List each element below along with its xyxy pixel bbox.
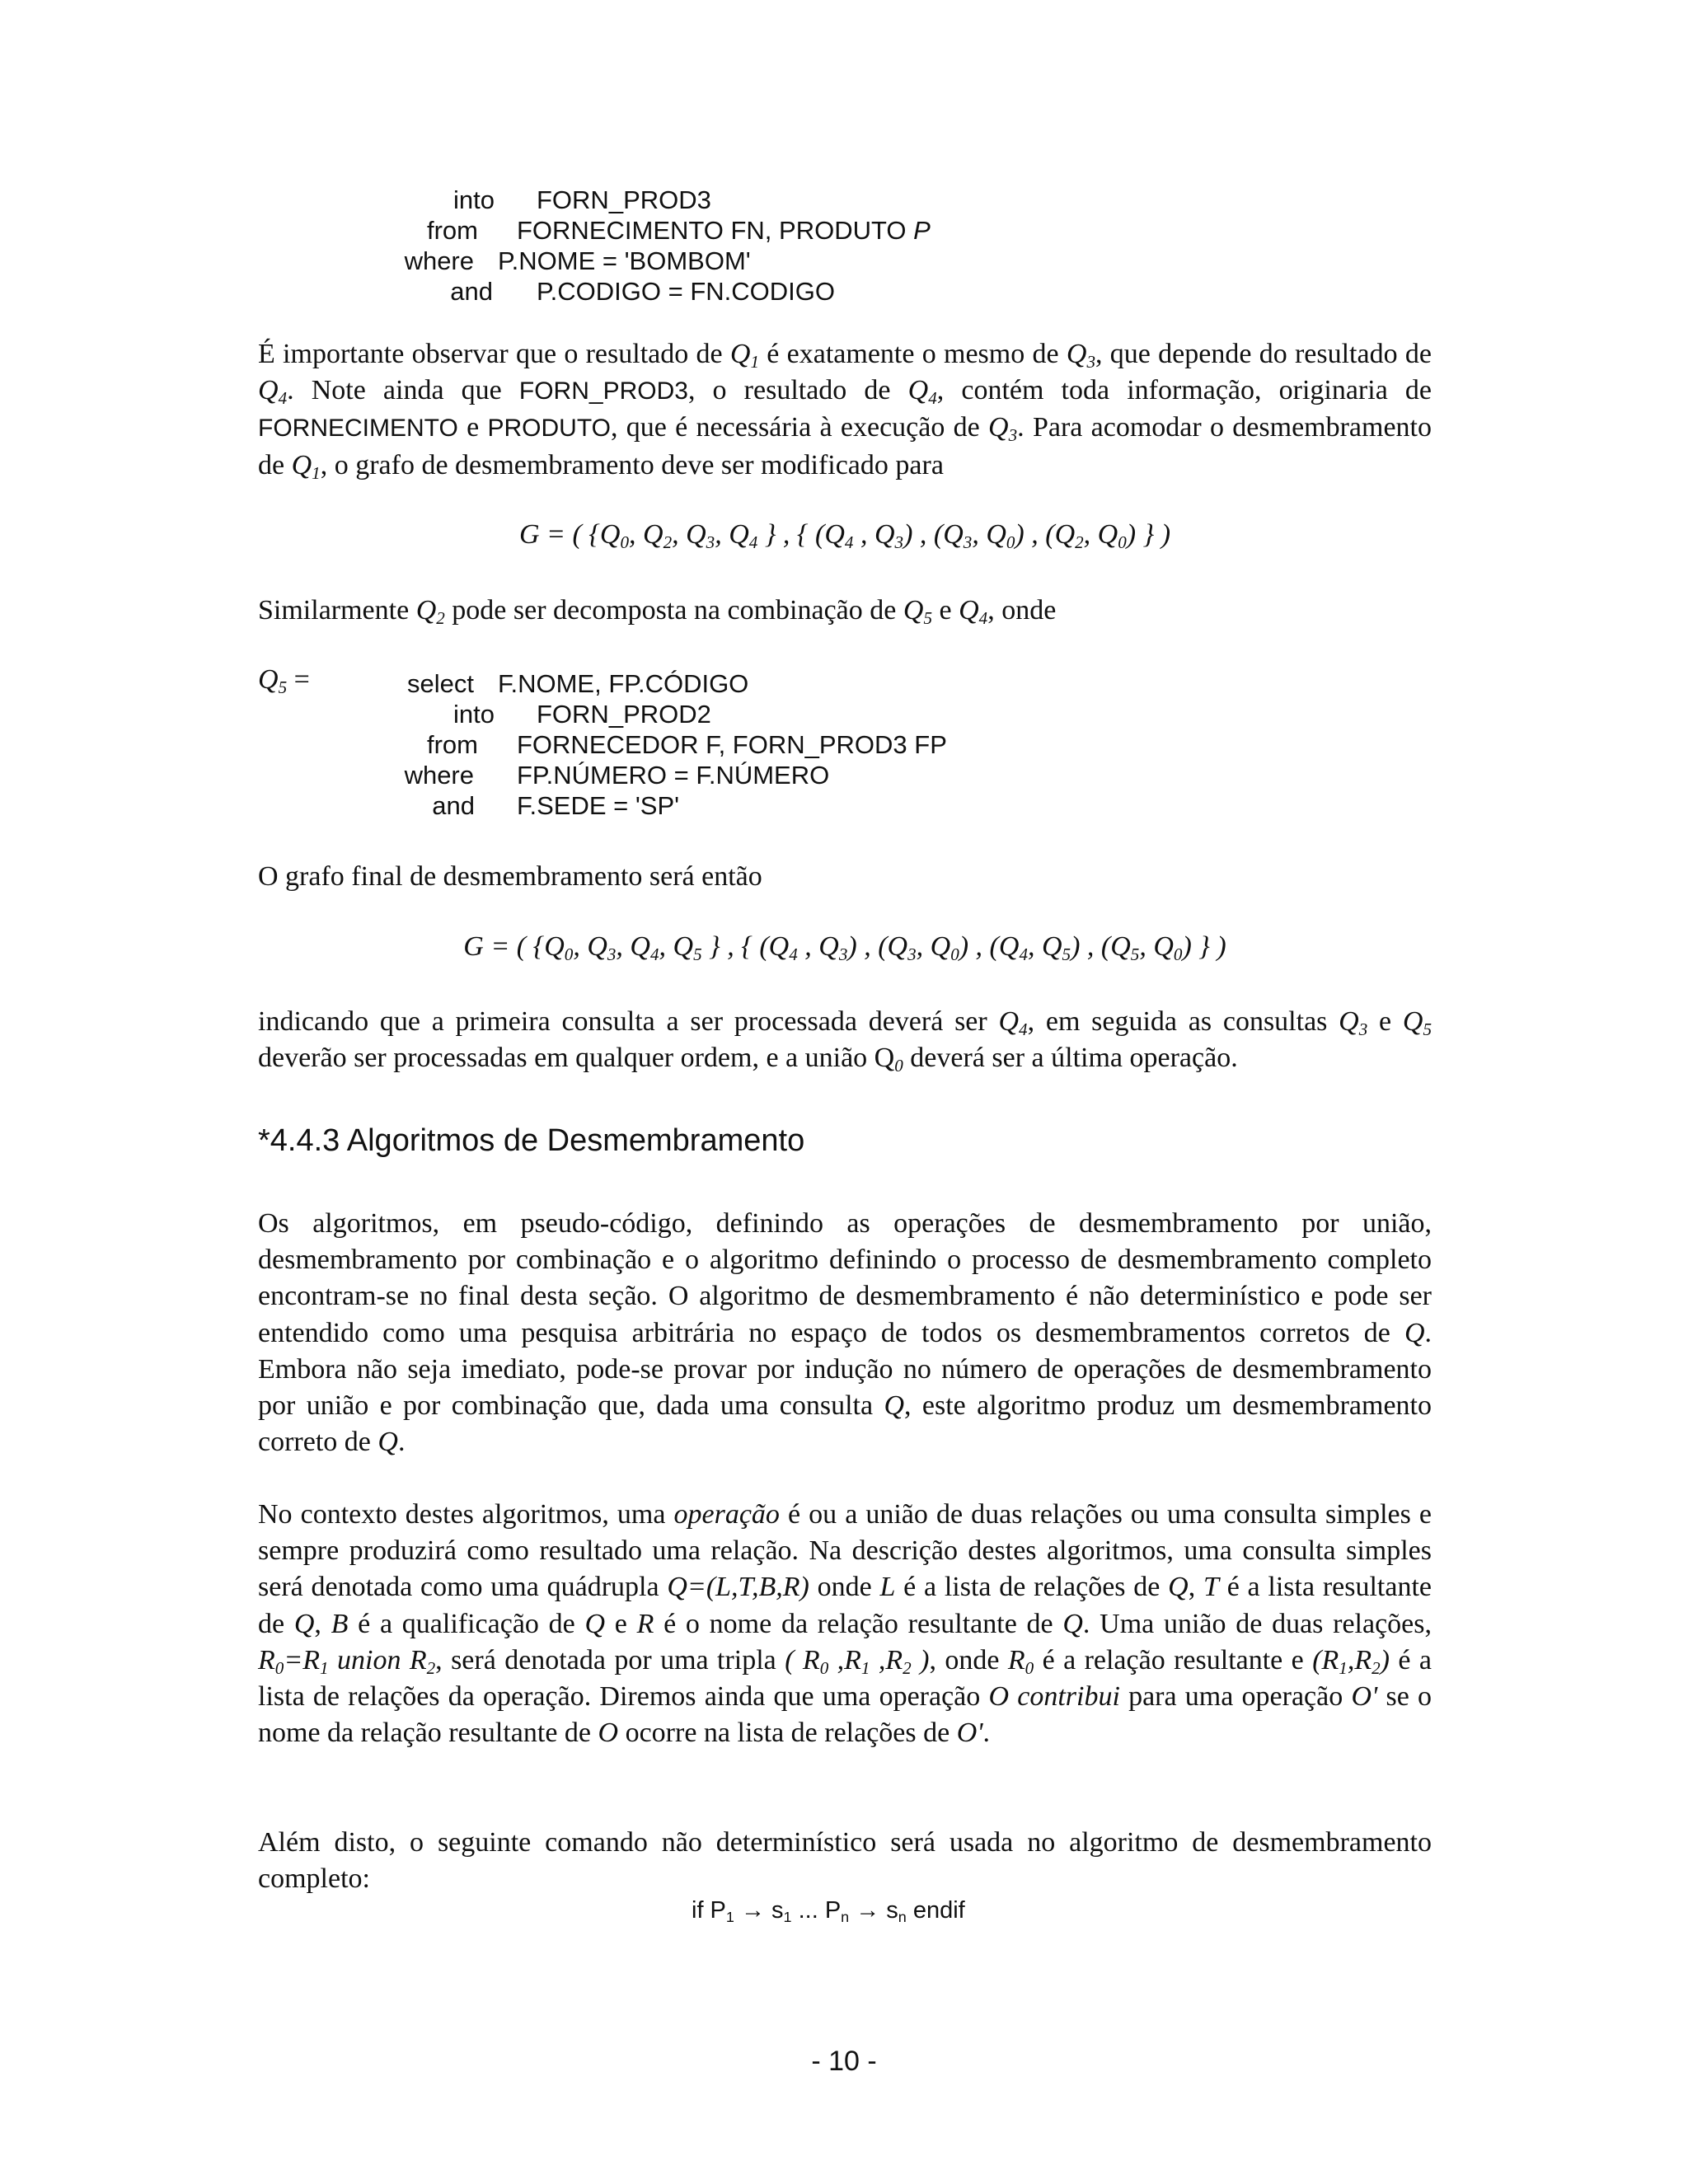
paragraph-2: Similarmente $Q_2$ pode ser decomposta na combinação de $Q_5$ e $Q_4$, onde (258, 595, 1057, 628)
sql-clause-where: FP.NÚMERO = F.NÚMERO (517, 761, 830, 790)
sql-clause-from: FORNECIMENTO FN, PRODUTO P (517, 216, 931, 245)
section-heading: *4.4.3 Algoritmos de Desmembramento (258, 1123, 805, 1158)
page-number: - 10 - (811, 2046, 877, 2077)
sql-keyword-where: where (404, 761, 474, 790)
sql-keyword-where: where (404, 246, 474, 275)
guarded-command: if $P_1 \to s_1$ ... $P_n \to s_n$ endif (692, 1897, 965, 1926)
sql-keyword-and: and (432, 791, 475, 820)
q5-label: $Q_5$ = (258, 664, 310, 697)
sql-keyword-select: select (407, 669, 474, 698)
sql-keyword-and: and (450, 277, 493, 306)
paragraph-3: O grafo final de desmembramento será então (258, 861, 762, 892)
sql-clause-from: FORNECEDOR F, FORN_PROD3 FP (517, 730, 947, 759)
paragraph-1: É importante observar que o resultado de $Q_1$ é exatamente o mesmo de $Q_3$, que depende do resultado de $Q_4$. Note ainda que FORN_PROD3, o resultado de $Q_4$, contém toda informação, originaria de FORNECIMENTO e PRODUTO, que é necessária à execução de $Q_3$. Para acomodar o desmembramento de $Q_1$, o grafo de desmembramento deve ser modificado para (258, 339, 1432, 483)
paragraph-4: indicando que a primeira consulta a ser processada deverá ser $Q_4$, em seguida as consultas $Q_3$ e $Q_5$ deverão ser processadas em qualquer ordem, e a união $Q_0$ deverá ser a última operação. (258, 1006, 1432, 1076)
sql-clause-into: FORN_PROD3 (537, 185, 711, 214)
formula-2 (258, 931, 1432, 963)
sql-clause-and: P.CODIGO = FN.CODIGO (537, 277, 836, 306)
sql-clause-into: FORN_PROD2 (537, 700, 711, 729)
sql-clause-and: F.SEDE = 'SP' (517, 791, 680, 820)
formula-1-text: G = ( {$Q_0$, $Q_2$, $Q_3$, $Q_4$ } , { ($Q_4$ , $Q_3$) , ($Q_3$, $Q_0$) , ($Q_2$, $Q_0$) } ) (518, 519, 1171, 552)
sql-keyword-into: into (453, 700, 495, 729)
sql-keyword-from: from (427, 216, 478, 245)
formula-2-text: G = ( {$Q_0$, $Q_3$, $Q_4$, $Q_5$ } , { ($Q_4$ , $Q_3$) , ($Q_3$, $Q_0$) , ($Q_4$, $Q_5$) , ($Q_5$, $Q_0$) } ) (463, 931, 1226, 964)
formula-1 (258, 519, 1432, 551)
paragraph-6: No contexto destes algoritmos, uma operação é ou a união de duas relações ou uma consulta simples e sempre produzirá como resultado uma relação. Na descrição destes algoritmos, uma consulta simples será denotada como uma quádrupla Q=(L,T,B,R) onde L é a lista de relações de Q, T é a lista resultante de Q, B é a qualificação de Q e R é o nome da relação resultante de Q. Uma união de duas relações, $R_0=R_1$ union $R_2$, será denotada por uma tripla ( $R_0$ $,R_1$ $,R_2$ ), onde $R_0$ é a relação resultante e $(R_1,R_2)$ é a lista de relações da operação. Diremos ainda que uma operação O contribui para uma operação O' se o nome da relação resultante de O ocorre na lista de relações de O'. (258, 1499, 1432, 1749)
sql-clause-where: P.NOME = 'BOMBOM' (498, 246, 751, 275)
sql-keyword-into: into (453, 185, 495, 214)
sql-keyword-from: from (427, 730, 478, 759)
paragraph-7: Além disto, o seguinte comando não determinístico será usada no algoritmo de desmembramento completo: (258, 1827, 1432, 1895)
paragraph-5: Os algoritmos, em pseudo-código, definindo as operações de desmembramento por união, desmembramento por combinação e o algoritmo definindo o processo de desmembramento completo encontram-se no final desta seção. O algoritmo de desmembramento é não determinístico e pode ser entendido como uma pesquisa arbitrária no espaço de todos os desmembramentos corretos de Q. Embora não seja imediato, pode-se provar por indução no número de operações de desmembramento por união e por combinação que, dada uma consulta Q, este algoritmo produz um desmembramento correto de Q. (258, 1208, 1432, 1458)
sql-clause-select: F.NOME, FP.CÓDIGO (498, 669, 749, 698)
